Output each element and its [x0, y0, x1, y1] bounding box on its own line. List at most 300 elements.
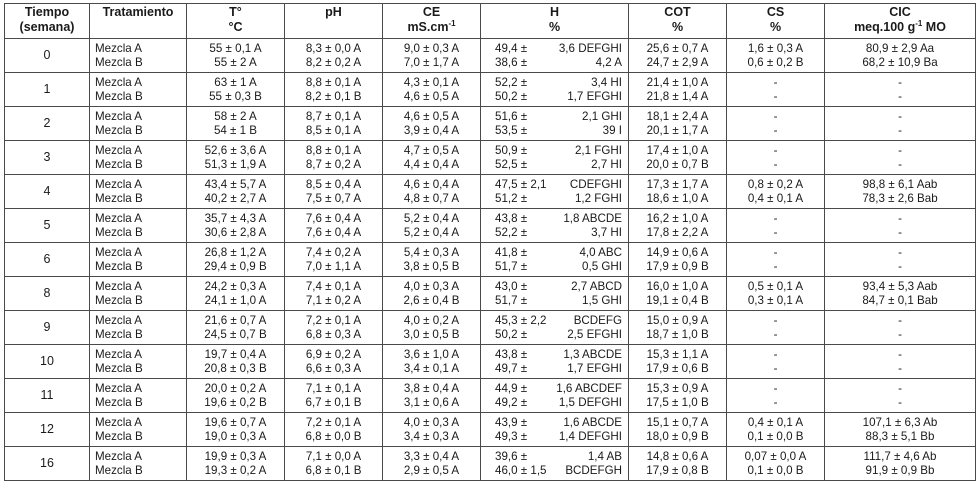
- tratamiento-cell: [90, 243, 187, 277]
- humedad-group: 1,5 DEFGHI: [558, 395, 622, 409]
- cs-cell: [727, 447, 825, 481]
- humedad-group: 0,5 GHI: [582, 259, 622, 273]
- table-body: [5, 39, 976, 481]
- humedad-line: [481, 246, 628, 260]
- cic-cell: [825, 311, 976, 345]
- temperatura-cell: [187, 311, 285, 345]
- humedad-value: 51,2 ±: [495, 191, 528, 205]
- ce-line: 5,2 ± 0,4 A: [403, 225, 460, 239]
- cot-line: 18,0 ± 0,9 B: [646, 429, 709, 443]
- ce-cell: [383, 311, 481, 345]
- ce-line: 4,4 ± 0,4 A: [403, 157, 460, 171]
- cot-line: 16,2 ± 1,0 A: [646, 211, 709, 225]
- temperatura-line: 52,6 ± 3,6 A: [204, 143, 267, 157]
- humedad-cell: [481, 311, 629, 345]
- temperatura-cell: [187, 73, 285, 107]
- tratamiento-cell: [90, 447, 187, 481]
- cot-line: 18,7 ± 1,0 B: [646, 327, 709, 341]
- cs-line: -: [773, 381, 778, 395]
- humedad-cell: [481, 277, 629, 311]
- header-tiempo: [5, 4, 90, 39]
- tratamiento-line: Mezcla B: [95, 123, 143, 137]
- tratamiento-line: Mezcla A: [95, 381, 143, 395]
- ce-line: 3,4 ± 0,1 A: [403, 361, 460, 375]
- tratamiento-cell: [90, 73, 187, 107]
- humedad-value: 47,5 ± 2,1: [495, 177, 547, 191]
- cic-cell: [825, 107, 976, 141]
- cs-line: -: [773, 313, 778, 327]
- ph-cell: [285, 243, 383, 277]
- cot-cell: [629, 175, 727, 209]
- ph-cell: [285, 73, 383, 107]
- humedad-group: 3,6 DEFGHI: [558, 41, 622, 55]
- header-tratamiento-line1: Tratamiento: [102, 5, 174, 19]
- cot-line: 21,8 ± 1,4 A: [646, 89, 709, 103]
- humedad-line: [481, 124, 628, 138]
- cs-line: 0,4 ± 0,1 A: [747, 415, 804, 429]
- cs-cell: [727, 277, 825, 311]
- humedad-line: [481, 280, 628, 294]
- tratamiento-line: Mezcla A: [95, 415, 143, 429]
- cs-line: -: [773, 143, 778, 157]
- ph-line: 7,6 ± 0,4 A: [305, 225, 362, 239]
- ce-cell: [383, 175, 481, 209]
- cot-cell: [629, 107, 727, 141]
- humedad-group: 2,7 HI: [591, 157, 622, 171]
- humedad-line: [481, 348, 628, 362]
- cot-line: 17,9 ± 0,9 B: [646, 259, 709, 273]
- tiempo-cell: 12: [5, 413, 90, 447]
- temperatura-line: 63 ± 1 A: [214, 75, 257, 89]
- tratamiento-line: Mezcla A: [95, 449, 143, 463]
- humedad-value: 51,7 ±: [495, 259, 528, 273]
- ph-cell: [285, 413, 383, 447]
- tiempo-cell: 9: [5, 311, 90, 345]
- humedad-group: 1,7 EFGHI: [567, 361, 622, 375]
- cs-line: -: [773, 89, 778, 103]
- humedad-line: [481, 144, 628, 158]
- cic-line: -: [898, 109, 902, 123]
- ce-cell: [383, 277, 481, 311]
- cot-cell: [629, 243, 727, 277]
- humedad-group: 2,5 EFGHI: [567, 327, 622, 341]
- humedad-line: [481, 416, 628, 430]
- humedad-value: 51,6 ±: [495, 109, 528, 123]
- cic-cell: [825, 379, 976, 413]
- humedad-group: 1,2 FGHI: [574, 191, 622, 205]
- tratamiento-line: Mezcla A: [95, 41, 143, 55]
- cic-line: -: [898, 225, 902, 239]
- humedad-group: 1,8 ABCDE: [563, 211, 622, 225]
- humedad-group: CDEFGHI: [569, 177, 622, 191]
- cot-line: 17,8 ± 2,2 A: [646, 225, 709, 239]
- cic-line: 78,3 ± 2,6 Bab: [862, 191, 938, 205]
- tratamiento-line: Mezcla B: [95, 157, 143, 171]
- humedad-line: [481, 260, 628, 274]
- cs-line: 0,6 ± 0,2 B: [747, 55, 804, 69]
- ph-line: 6,8 ± 0,3 A: [305, 327, 362, 341]
- humedad-group: BCDEFG: [573, 313, 622, 327]
- humedad-line: [481, 178, 628, 192]
- humedad-group: 1,6 ABCDEF: [556, 381, 622, 395]
- tratamiento-cell: [90, 107, 187, 141]
- cic-cell: [825, 277, 976, 311]
- cot-line: 17,9 ± 0,6 B: [646, 361, 709, 375]
- header-ce: [383, 4, 481, 39]
- humedad-cell: [481, 39, 629, 73]
- header-row: [5, 4, 976, 39]
- ce-line: 2,9 ± 0,5 A: [403, 463, 460, 477]
- humedad-value: 49,3 ±: [495, 429, 528, 443]
- tratamiento-cell: [90, 413, 187, 447]
- temperatura-line: 26,8 ± 1,2 A: [204, 245, 267, 259]
- humedad-cell: [481, 345, 629, 379]
- ce-line: 5,4 ± 0,3 A: [403, 245, 460, 259]
- humedad-value: 44,9 ±: [495, 381, 528, 395]
- temperatura-cell: [187, 345, 285, 379]
- ph-line: 7,1 ± 0,0 A: [305, 449, 362, 463]
- ph-line: 7,5 ± 0,7 A: [305, 191, 362, 205]
- cs-line: -: [773, 123, 778, 137]
- header-ce-line2: $mS.cm^{-1}$: [407, 18, 456, 34]
- tratamiento-line: Mezcla B: [95, 55, 143, 69]
- tiempo-cell: 1: [5, 73, 90, 107]
- ce-cell: [383, 243, 481, 277]
- humedad-line: [481, 382, 628, 396]
- header-humedad: [481, 4, 629, 39]
- ph-line: 8,5 ± 0,1 A: [305, 123, 362, 137]
- header-cs-line1: CS: [766, 5, 785, 19]
- temperatura-line: 20,0 ± 0,2 A: [204, 381, 267, 395]
- ce-cell: [383, 413, 481, 447]
- tratamiento-line: Mezcla A: [95, 279, 143, 293]
- humedad-line: [481, 76, 628, 90]
- ph-line: 8,8 ± 0,1 A: [305, 143, 362, 157]
- tratamiento-line: Mezcla B: [95, 429, 143, 443]
- cs-cell: [727, 379, 825, 413]
- ph-cell: [285, 39, 383, 73]
- ce-line: 3,1 ± 0,6 A: [403, 395, 460, 409]
- ce-line: 3,6 ± 1,0 A: [403, 347, 460, 361]
- header-ce-line1: CE: [422, 5, 441, 19]
- temperatura-cell: [187, 243, 285, 277]
- cs-line: 0,5 ± 0,1 A: [747, 279, 804, 293]
- ce-line: 4,0 ± 0,2 A: [403, 313, 460, 327]
- cic-line: -: [898, 361, 902, 375]
- temperatura-cell: [187, 175, 285, 209]
- humedad-line: [481, 314, 628, 328]
- header-cs-line2: %: [769, 19, 782, 34]
- cic-line: -: [898, 313, 902, 327]
- cs-line: 0,1 ± 0,0 B: [747, 463, 804, 477]
- ph-line: 8,7 ± 0,2 A: [305, 157, 362, 171]
- ph-line: 8,3 ± 0,0 A: [305, 41, 362, 55]
- cs-cell: [727, 39, 825, 73]
- cic-line: -: [898, 157, 902, 171]
- cs-line: -: [773, 75, 778, 89]
- tiempo-cell: 4: [5, 175, 90, 209]
- ph-cell: [285, 311, 383, 345]
- tratamiento-cell: [90, 39, 187, 73]
- cot-cell: [629, 379, 727, 413]
- cic-cell: [825, 447, 976, 481]
- humedad-group: 4,0 ABC: [579, 245, 622, 259]
- humedad-group: 1,4 DEFGHI: [558, 429, 622, 443]
- cot-cell: [629, 413, 727, 447]
- ce-line: 4,0 ± 0,3 A: [403, 279, 460, 293]
- ce-cell: [383, 39, 481, 73]
- cic-line: 68,2 ± 10,9 Ba: [862, 55, 938, 69]
- header-cot-line1: COT: [664, 5, 691, 19]
- tratamiento-line: Mezcla B: [95, 395, 143, 409]
- ph-line: 8,2 ± 0,2 A: [305, 55, 362, 69]
- ce-cell: [383, 447, 481, 481]
- humedad-value: 49,2 ±: [495, 395, 528, 409]
- cs-line: -: [773, 225, 778, 239]
- cic-line: 91,9 ± 0,9 Bb: [865, 463, 935, 477]
- humedad-value: 46,0 ± 1,5: [495, 463, 547, 477]
- cot-line: 18,1 ± 2,4 A: [646, 109, 709, 123]
- cot-line: 14,9 ± 0,6 A: [646, 245, 709, 259]
- ph-cell: [285, 379, 383, 413]
- cot-cell: [629, 39, 727, 73]
- cot-cell: [629, 73, 727, 107]
- cic-line: -: [898, 89, 902, 103]
- cot-line: 19,1 ± 0,4 B: [646, 293, 709, 307]
- temperatura-line: 40,2 ± 2,7 A: [204, 191, 267, 205]
- cot-line: 24,7 ± 2,9 A: [646, 55, 709, 69]
- temperatura-line: 19,7 ± 0,4 A: [204, 347, 267, 361]
- header-ph: [285, 4, 383, 39]
- ce-line: 9,0 ± 0,3 A: [403, 41, 460, 55]
- cs-line: -: [773, 245, 778, 259]
- humedad-group: 1,7 EFGHI: [567, 89, 622, 103]
- cic-line: 93,4 ± 5,3 Aab: [862, 279, 938, 293]
- tratamiento-line: Mezcla A: [95, 211, 143, 225]
- ph-line: 6,9 ± 0,2 A: [305, 347, 362, 361]
- cot-line: 17,9 ± 0,8 B: [646, 463, 709, 477]
- cs-cell: [727, 413, 825, 447]
- ce-line: 4,6 ± 0,5 A: [403, 89, 460, 103]
- cs-line: -: [773, 157, 778, 171]
- cic-line: -: [898, 123, 902, 137]
- cic-line: 98,8 ± 6,1 Aab: [862, 177, 938, 191]
- ph-cell: [285, 277, 383, 311]
- humedad-group: 2,1 GHI: [582, 109, 622, 123]
- humedad-line: [481, 430, 628, 444]
- humedad-group: 1,3 ABCDE: [563, 347, 622, 361]
- header-ph-line1: pH: [325, 5, 342, 19]
- ph-line: 7,6 ± 0,4 A: [305, 211, 362, 225]
- ph-line: 6,8 ± 0,0 B: [305, 429, 362, 443]
- humedad-group: 2,1 FGHI: [574, 143, 622, 157]
- cot-cell: [629, 447, 727, 481]
- temperatura-cell: [187, 209, 285, 243]
- header-cic-line1: CIC: [889, 5, 911, 19]
- ce-line: 3,9 ± 0,4 A: [403, 123, 460, 137]
- cot-line: 20,0 ± 0,7 B: [646, 157, 709, 171]
- humedad-group: 3,4 HI: [591, 75, 622, 89]
- cs-cell: [727, 311, 825, 345]
- humedad-value: 38,6 ±: [495, 55, 528, 69]
- temperatura-line: 24,5 ± 0,7 B: [204, 327, 267, 341]
- ph-line: 6,6 ± 0,3 A: [305, 361, 362, 375]
- cot-line: 17,4 ± 1,0 A: [646, 143, 709, 157]
- temperatura-line: 30,6 ± 2,8 A: [204, 225, 267, 239]
- ce-cell: [383, 209, 481, 243]
- humedad-value: 43,8 ±: [495, 211, 528, 225]
- humedad-cell: [481, 413, 629, 447]
- temperatura-line: 19,6 ± 0,7 A: [204, 415, 267, 429]
- table-row: [5, 345, 976, 379]
- humedad-line: [481, 328, 628, 342]
- humedad-value: 45,3 ± 2,2: [495, 313, 547, 327]
- cic-line: -: [898, 259, 902, 273]
- humedad-value: 52,2 ±: [495, 225, 528, 239]
- cot-line: 20,1 ± 1,7 A: [646, 123, 709, 137]
- cic-cell: [825, 39, 976, 73]
- temperatura-line: 20,8 ± 0,3 B: [204, 361, 267, 375]
- ce-line: 4,6 ± 0,4 A: [403, 177, 460, 191]
- cs-line: 0,07 ± 0,0 A: [744, 449, 807, 463]
- cs-line: -: [773, 395, 778, 409]
- humedad-group: BCDEFGH: [565, 463, 622, 477]
- tratamiento-cell: [90, 209, 187, 243]
- cic-line: -: [898, 347, 902, 361]
- temperatura-cell: [187, 141, 285, 175]
- tratamiento-cell: [90, 141, 187, 175]
- temperatura-line: 51,3 ± 1,9 A: [204, 157, 267, 171]
- cic-cell: [825, 73, 976, 107]
- header-temperatura: [187, 4, 285, 39]
- tiempo-cell: 8: [5, 277, 90, 311]
- cic-line: -: [898, 75, 902, 89]
- tiempo-cell: 6: [5, 243, 90, 277]
- tratamiento-cell: [90, 311, 187, 345]
- humedad-cell: [481, 73, 629, 107]
- tratamiento-cell: [90, 379, 187, 413]
- cic-line: -: [898, 143, 902, 157]
- temperatura-line: 19,9 ± 0,3 A: [204, 449, 267, 463]
- cot-line: 21,4 ± 1,0 A: [646, 75, 709, 89]
- tratamiento-line: Mezcla A: [95, 245, 143, 259]
- humedad-cell: [481, 141, 629, 175]
- cs-line: 0,3 ± 0,1 A: [747, 293, 804, 307]
- tratamiento-line: Mezcla A: [95, 313, 143, 327]
- humedad-group: 39 I: [602, 123, 622, 137]
- table-row: [5, 277, 976, 311]
- header-cs: [727, 4, 825, 39]
- ph-cell: [285, 345, 383, 379]
- temperatura-line: 54 ± 1 B: [213, 123, 258, 137]
- cic-line: -: [898, 395, 902, 409]
- header-tratamiento: [90, 4, 187, 39]
- table-row: [5, 379, 976, 413]
- temperatura-line: 19,6 ± 0,2 B: [204, 395, 267, 409]
- humedad-line: [481, 56, 628, 70]
- header-h-line2: %: [548, 19, 561, 34]
- tratamiento-line: Mezcla A: [95, 143, 143, 157]
- cs-cell: [727, 141, 825, 175]
- humedad-value: 51,7 ±: [495, 293, 528, 307]
- tratamiento-line: Mezcla B: [95, 89, 143, 103]
- cot-line: 18,6 ± 1,0 A: [646, 191, 709, 205]
- ph-cell: [285, 175, 383, 209]
- cs-line: -: [773, 259, 778, 273]
- ce-line: 3,3 ± 0,4 A: [403, 449, 460, 463]
- humedad-cell: [481, 243, 629, 277]
- temperatura-line: 19,0 ± 0,3 A: [204, 429, 267, 443]
- temperatura-line: 55 ± 0,3 B: [209, 89, 262, 103]
- cot-line: 15,0 ± 0,9 A: [646, 313, 709, 327]
- ce-cell: [383, 141, 481, 175]
- humedad-value: 39,6 ±: [495, 449, 528, 463]
- table-row: [5, 107, 976, 141]
- cic-line: -: [898, 381, 902, 395]
- header-tiempo-line2: (semana): [19, 19, 75, 34]
- humedad-cell: [481, 447, 629, 481]
- ce-line: 3,8 ± 0,5 B: [403, 259, 460, 273]
- humedad-group: 3,7 HI: [591, 225, 622, 239]
- ph-cell: [285, 447, 383, 481]
- cic-line: -: [898, 327, 902, 341]
- ph-cell: [285, 107, 383, 141]
- ce-line: 5,2 ± 0,4 A: [403, 211, 460, 225]
- ce-line: 4,6 ± 0,5 A: [403, 109, 460, 123]
- ce-line: 3,4 ± 0,3 A: [403, 429, 460, 443]
- tratamiento-line: Mezcla B: [95, 293, 143, 307]
- temperatura-line: 43,4 ± 5,7 A: [204, 177, 267, 191]
- cs-cell: [727, 345, 825, 379]
- humedad-value: 43,0 ±: [495, 279, 528, 293]
- ce-line: 2,6 ± 0,4 B: [403, 293, 460, 307]
- cs-line: -: [773, 211, 778, 225]
- ph-line: 7,1 ± 0,2 A: [305, 293, 362, 307]
- header-temp-line2: °C: [228, 19, 243, 34]
- ce-line: 4,7 ± 0,5 A: [403, 143, 460, 157]
- cs-line: 0,8 ± 0,2 A: [747, 177, 804, 191]
- header-temp-line1: T°: [229, 5, 242, 19]
- header-tiempo-line1: Tiempo: [24, 5, 70, 19]
- temperatura-line: 24,1 ± 1,0 A: [204, 293, 267, 307]
- cot-cell: [629, 209, 727, 243]
- header-cic-line2: meq.100 $g^{-1}$ MO: [854, 18, 946, 34]
- temperatura-cell: [187, 413, 285, 447]
- cic-line: -: [898, 211, 902, 225]
- temperatura-line: 19,3 ± 0,2 A: [204, 463, 267, 477]
- humedad-group: 1,6 ABCDE: [563, 415, 622, 429]
- temperatura-cell: [187, 107, 285, 141]
- header-h-line1: H: [549, 5, 560, 19]
- humedad-line: [481, 90, 628, 104]
- humedad-group: 1,5 GHI: [582, 293, 622, 307]
- cic-cell: [825, 413, 976, 447]
- ph-line: 8,2 ± 0,1 B: [305, 89, 362, 103]
- table-row: [5, 311, 976, 345]
- tiempo-cell: 3: [5, 141, 90, 175]
- cot-line: 17,5 ± 1,0 B: [646, 395, 709, 409]
- humedad-line: [481, 42, 628, 56]
- ph-line: 8,8 ± 0,1 A: [305, 75, 362, 89]
- ph-line: 7,0 ± 1,1 A: [305, 259, 362, 273]
- tratamiento-cell: [90, 277, 187, 311]
- header-cot-line2: %: [671, 19, 684, 34]
- humedad-line: [481, 212, 628, 226]
- cic-cell: [825, 243, 976, 277]
- cot-line: 16,0 ± 1,0 A: [646, 279, 709, 293]
- tiempo-cell: 0: [5, 39, 90, 73]
- ce-cell: [383, 379, 481, 413]
